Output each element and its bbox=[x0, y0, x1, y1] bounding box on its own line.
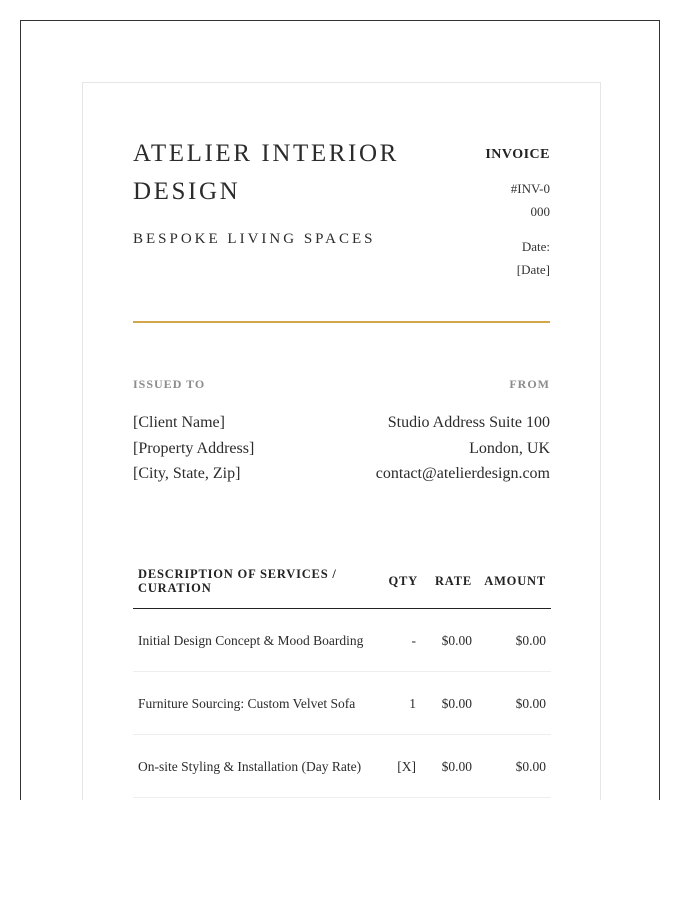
row-rate: $0.00 bbox=[423, 672, 477, 735]
invoice-label: INVOICE bbox=[485, 147, 550, 162]
table-row bbox=[133, 735, 551, 798]
invoice-number: #INV-0000 bbox=[510, 181, 550, 219]
row-qty: 1 bbox=[381, 672, 423, 735]
client-name: [Client Name] bbox=[133, 414, 225, 431]
row-amount: $0.00 bbox=[477, 672, 551, 735]
row-description: Initial Design Concept & Mood Boarding bbox=[133, 609, 381, 672]
table-row bbox=[133, 609, 551, 672]
invoice-date: Date: [Date] bbox=[516, 239, 550, 277]
row-rate: $0.00 bbox=[423, 609, 477, 672]
studio-email: contact@atelierdesign.com bbox=[375, 465, 550, 482]
table-header-row bbox=[133, 555, 551, 609]
row-qty: - bbox=[381, 609, 423, 672]
client-city-state-zip: [City, State, Zip] bbox=[133, 465, 241, 482]
company-tagline: BESPOKE LIVING SPACES bbox=[133, 231, 376, 247]
header-amount: AMOUNT bbox=[477, 555, 551, 609]
header-rate: RATE bbox=[423, 555, 477, 609]
invoice-page bbox=[82, 82, 601, 800]
studio-street: Studio Address Suite 100 bbox=[387, 414, 550, 431]
client-property-address: [Property Address] bbox=[133, 439, 255, 457]
row-description: Furniture Sourcing: Custom Velvet Sofa bbox=[133, 672, 381, 735]
row-rate: $0.00 bbox=[423, 735, 477, 798]
brand-block bbox=[133, 135, 433, 248]
studio-city: London, UK bbox=[469, 439, 550, 457]
services-table bbox=[133, 555, 551, 798]
row-qty: [X] bbox=[381, 735, 423, 798]
invoice-meta bbox=[430, 147, 550, 281]
header-qty: QTY bbox=[381, 555, 423, 609]
issued-to-label: ISSUED TO bbox=[133, 377, 206, 391]
row-amount: $0.00 bbox=[477, 609, 551, 672]
from-label: FROM bbox=[509, 377, 550, 391]
header-description: DESCRIPTION OF SERVICES / CURATION bbox=[133, 555, 381, 609]
row-description: On-site Styling & Installation (Day Rate) bbox=[133, 735, 381, 798]
document-frame bbox=[20, 20, 660, 800]
table-row bbox=[133, 672, 551, 735]
company-name: ATELIER INTERIOR DESIGN bbox=[133, 140, 399, 205]
client-address bbox=[133, 410, 254, 487]
header-divider bbox=[133, 321, 550, 323]
studio-address bbox=[376, 410, 550, 487]
row-amount: $0.00 bbox=[477, 735, 551, 798]
